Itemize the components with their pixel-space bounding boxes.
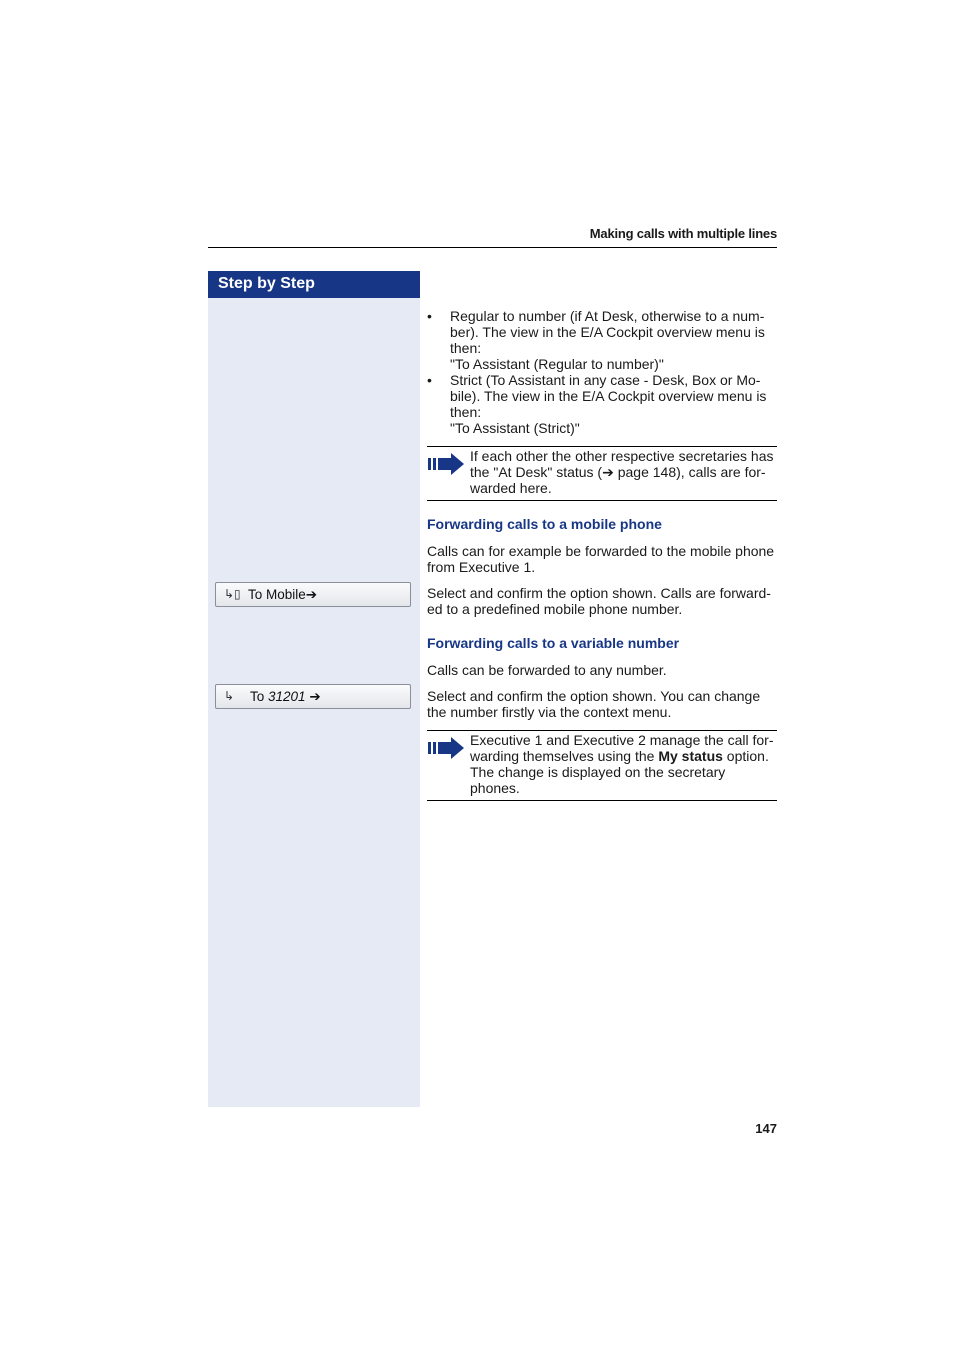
my-status-term: My status	[658, 748, 723, 764]
variable-step: Select and confirm the option shown. You can change the number firstly via the context menu.	[427, 688, 761, 720]
note-arrow-icon	[427, 452, 465, 476]
list-item: • Strict (To Assistant in any case - Desk, Box or Mo- bile). The view in the E/A Cockpit overview menu is then: "To Assistant (Strict)"	[427, 372, 767, 436]
mobile-intro: Calls can for example be forwarded to the mobile phone from Executive 1.	[427, 543, 775, 575]
to-number-softkey[interactable]	[215, 684, 411, 709]
to-number-label: To 31201 ➔	[250, 689, 321, 704]
page-number: 147	[755, 1121, 777, 1136]
forward-icon: ↳	[224, 689, 235, 703]
bullet-icon: •	[427, 308, 432, 324]
mobile-step: Select and confirm the option shown. Calls are forward- ed to a predefined mobile phone number.	[427, 585, 771, 617]
running-header: Making calls with multiple lines	[589, 226, 777, 241]
forward-mobile-icon: ↳▯	[224, 587, 241, 601]
note-box: Executive 1 and Executive 2 manage the call for- warding themselves using the My status option. The change is displayed on the secretary phones.	[427, 730, 777, 801]
bullet-icon: •	[427, 372, 432, 388]
to-mobile-label: To Mobile➔	[248, 587, 318, 602]
forward-number: 31201	[268, 689, 306, 704]
arrow-right-icon: ➔	[305, 689, 321, 704]
section-title-mobile: Forwarding calls to a mobile phone	[427, 516, 662, 532]
variable-intro: Calls can be forwarded to any number.	[427, 662, 667, 678]
header-rule	[208, 247, 777, 248]
forward-mode-list	[427, 308, 777, 436]
sidebar-title: Step by Step	[208, 271, 420, 298]
note-arrow-icon	[427, 736, 465, 760]
to-mobile-softkey[interactable]	[215, 582, 411, 607]
list-item: • Regular to number (if At Desk, otherwise to a num- ber). The view in the E/A Cockpit overview menu is then: "To Assistant (Regular to number)"	[427, 308, 765, 372]
step-sidebar	[208, 271, 420, 1107]
section-title-variable: Forwarding calls to a variable number	[427, 635, 680, 651]
arrow-right-icon: ➔	[602, 464, 614, 480]
arrow-right-icon: ➔	[305, 587, 318, 602]
note-box: If each other the other respective secretaries has the "At Desk" status (➔ page 148), calls are for- warded here.	[427, 446, 777, 501]
